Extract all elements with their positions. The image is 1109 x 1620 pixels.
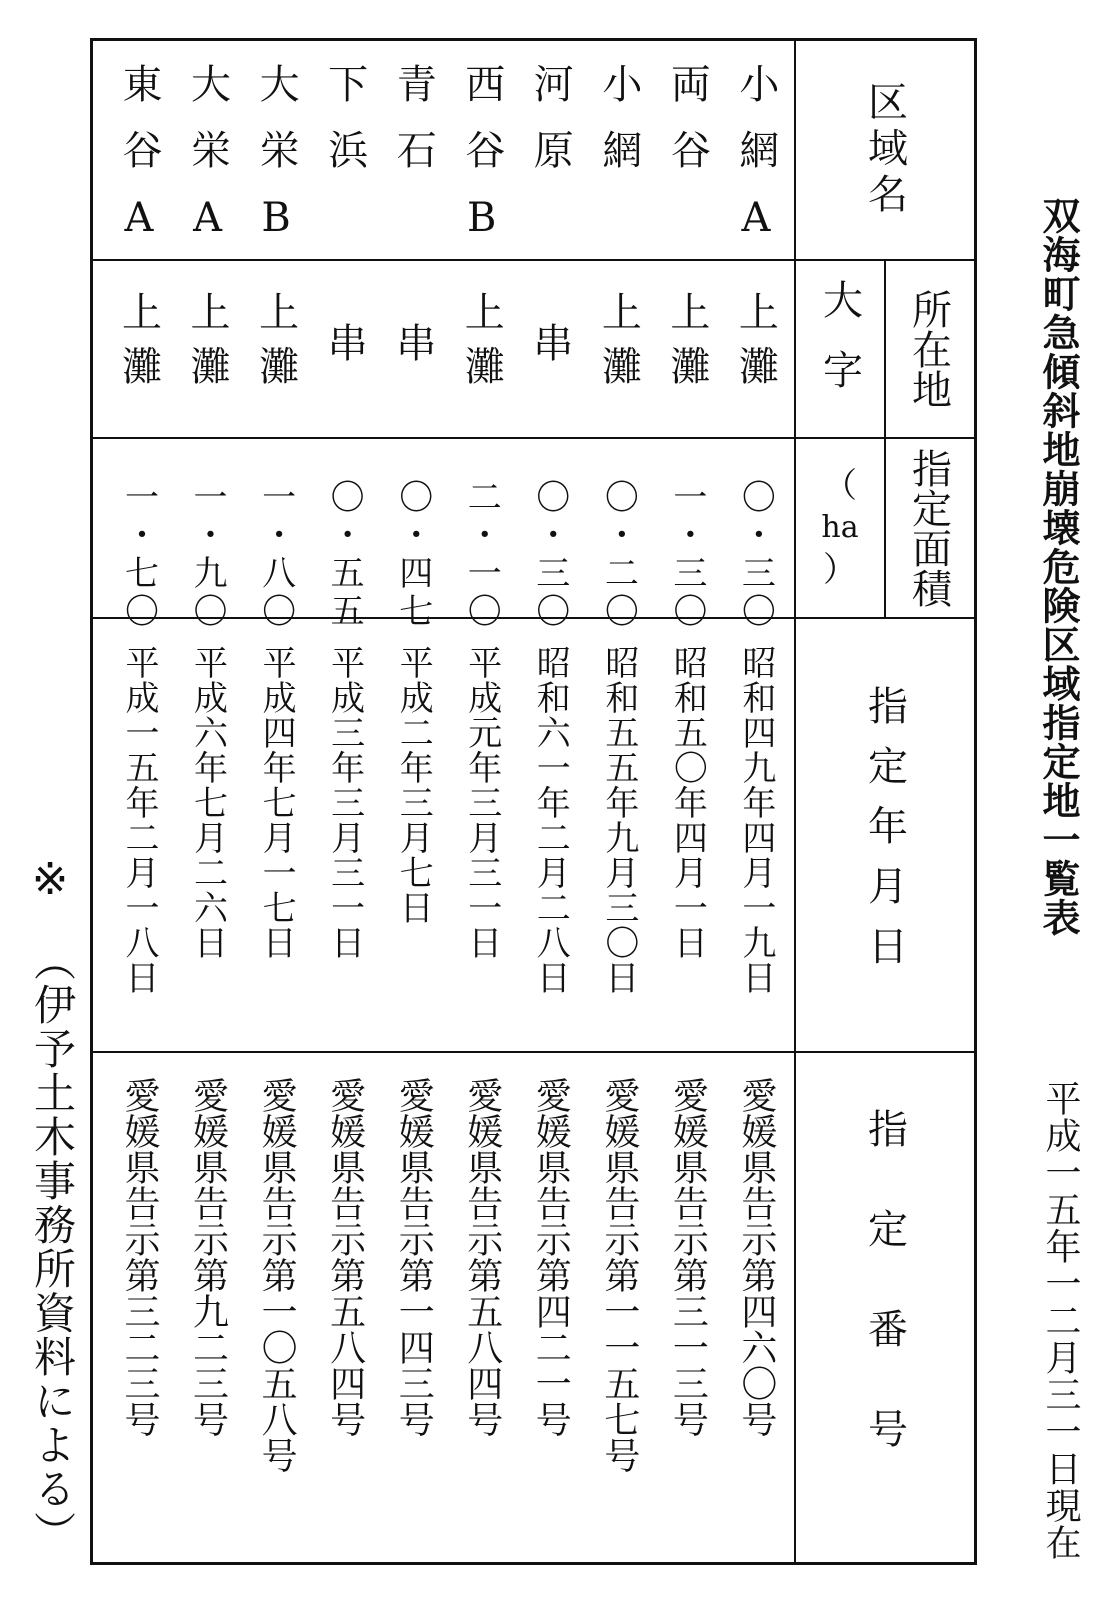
oaza-cell: 上灘	[458, 291, 505, 399]
oaza-cells	[105, 261, 790, 437]
designated-area-row	[93, 439, 974, 631]
designation-number-row	[93, 1053, 974, 1562]
area-name-cell: 両谷	[664, 63, 711, 195]
designation-number-cell: 愛媛県告示第三一三号	[667, 1077, 709, 1437]
document-title: 双海町急傾斜地崩壊危険区域指定地一覧表	[1036, 195, 1080, 937]
designated-area-cell: 一・九〇	[187, 479, 228, 631]
designation-date-cell: 平成二年三月七日	[393, 645, 434, 925]
unit-paren-open: （	[823, 465, 857, 506]
area-name-row	[93, 41, 974, 267]
designation-date-cell: 昭和六一年二月二八日	[530, 645, 571, 995]
oaza-cell: 上灘	[663, 291, 710, 399]
designated-area-cell: 〇・四七	[392, 479, 433, 631]
designated-area-cell: 一・七〇	[118, 479, 159, 631]
designated-area-cell: 〇・五五	[324, 479, 365, 631]
unit-ha: ha	[821, 510, 859, 546]
oaza-cell: 上灘	[115, 291, 162, 399]
designated-area-cell: 〇・三〇	[735, 479, 776, 631]
area-name-cell: 青石	[390, 63, 437, 195]
designation-date-cell: 昭和四九年四月一九日	[735, 645, 776, 995]
designated-area-cells	[105, 439, 790, 631]
designation-date-cells	[105, 619, 790, 1051]
header-oaza: 大字	[796, 261, 886, 437]
designation-number-cell: 愛媛県告示第一四三号	[393, 1077, 435, 1437]
designation-date-cell: 平成六年七月二六日	[187, 645, 228, 960]
header-area-name: 区域名	[794, 41, 974, 259]
designation-date-cell: 平成一五年二月一八日	[119, 645, 159, 995]
designation-number-cells	[105, 1053, 790, 1562]
oaza-cell: 上灘	[184, 291, 231, 399]
designation-date-cell: 平成元年三月三一日	[461, 645, 502, 960]
source-note: （伊予土木事務所資料による）	[28, 939, 77, 1555]
note-mark: ※	[31, 854, 69, 905]
oaza-cell: 串	[526, 322, 573, 376]
header-unit	[796, 439, 886, 617]
as-of-date: 平成一五年一二月三一日現在	[1040, 1079, 1081, 1561]
designation-date-cell: 昭和五〇年四月一日	[667, 645, 708, 960]
area-name-cell: 小網A	[732, 63, 779, 267]
location-row	[93, 261, 974, 439]
designation-date-row	[93, 619, 974, 1053]
designation-number-cell: 愛媛県告示第九二三号	[187, 1077, 229, 1437]
designation-number-cell: 愛媛県告示第一一五七号	[598, 1077, 640, 1473]
oaza-cell: 串	[389, 322, 436, 376]
designation-date-cell: 平成三年三月三一日	[324, 645, 365, 960]
designated-area-cell: 一・八〇	[255, 479, 296, 631]
area-name-cell: 東谷A	[116, 63, 162, 267]
designation-number-cell: 愛媛県告示第五八四号	[324, 1077, 366, 1437]
designated-area-cell: 〇・三〇	[529, 479, 570, 631]
designation-number-cell: 愛媛県告示第一〇五八号	[256, 1077, 298, 1473]
oaza-cell: 上灘	[595, 291, 642, 399]
designation-number-cell: 愛媛県告示第三二三号	[119, 1077, 160, 1437]
header-designated-area: 指定面積	[905, 448, 952, 608]
header-area-group	[794, 439, 974, 617]
designated-area-cell: 〇・二〇	[598, 479, 639, 631]
designated-area-cell: 一・三〇	[666, 479, 707, 631]
area-name-cell: 大栄A	[184, 63, 231, 267]
header-designation-date: 指定年月日	[794, 619, 974, 1051]
designation-table	[90, 38, 977, 1565]
designation-number-cell: 愛媛県告示第四二一号	[530, 1077, 572, 1437]
area-name-cell: 下浜	[321, 63, 368, 195]
area-name-cell: 大栄B	[253, 63, 300, 267]
header-designation-number: 指定番号	[794, 1053, 974, 1562]
oaza-cell: 上灘	[252, 291, 299, 399]
area-name-cells	[105, 41, 790, 267]
designation-date-cell: 平成四年七月一七日	[256, 645, 297, 960]
designation-number-cell: 愛媛県告示第五八四号	[461, 1077, 503, 1437]
designation-number-cell: 愛媛県告示第四六〇号	[735, 1077, 777, 1437]
header-location: 所在地	[905, 289, 952, 409]
header-location-group	[794, 261, 974, 437]
designation-date-cell: 昭和五五年九月三〇日	[598, 645, 639, 995]
unit-paren-close: ）	[823, 549, 857, 590]
area-name-cell: 小網	[595, 63, 642, 195]
oaza-cell: 串	[321, 322, 368, 376]
designated-area-cell: 二・一〇	[461, 479, 502, 631]
area-name-cell: 河原	[527, 63, 574, 195]
area-name-cell: 西谷B	[458, 63, 505, 267]
oaza-cell: 上灘	[732, 291, 779, 399]
